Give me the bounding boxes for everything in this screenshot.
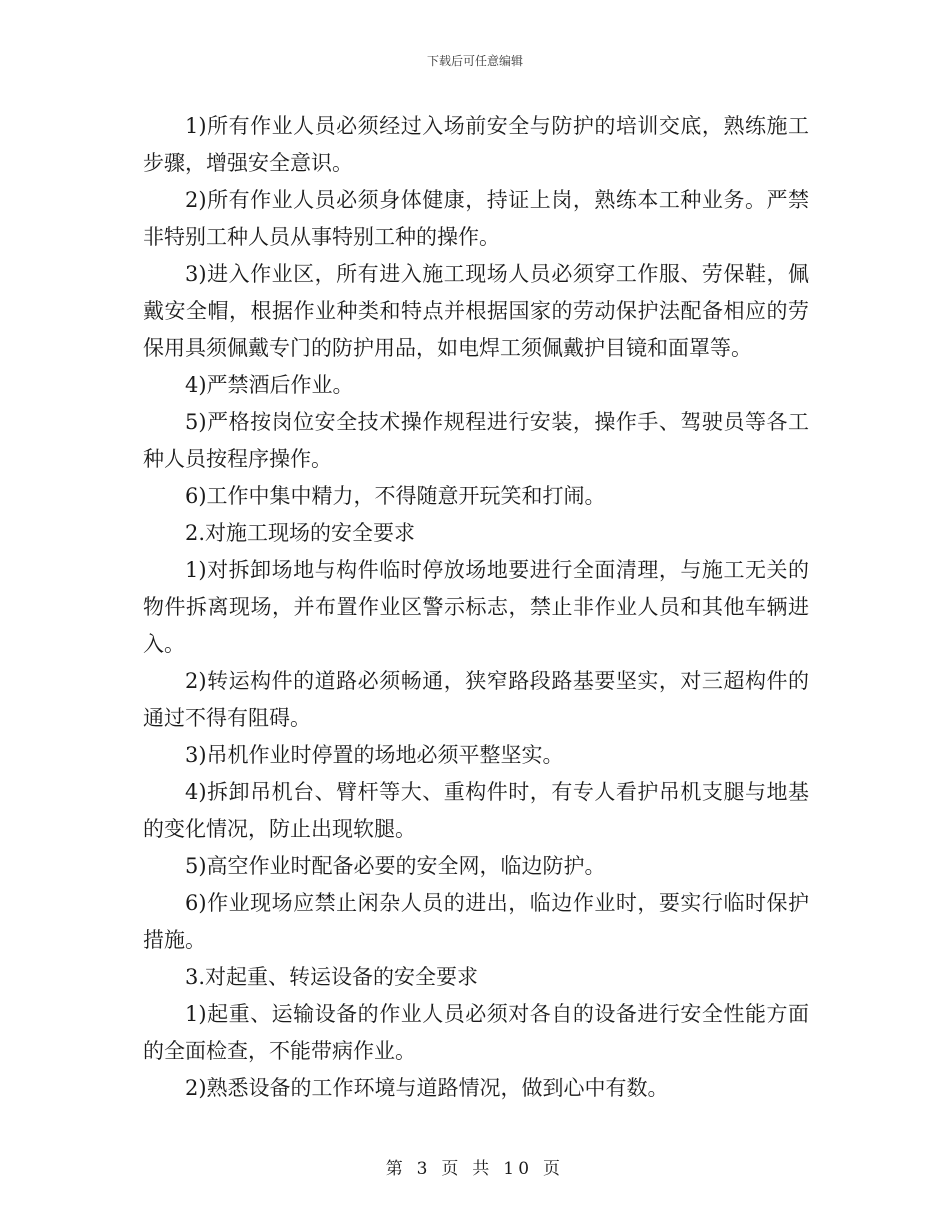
paragraph: 2)转运构件的道路必须畅通，狭窄路段路基要坚实，对三超构件的通过不得有阻碍。 <box>143 669 809 730</box>
page-number: 第 3 页 共 10 页 <box>385 1159 565 1179</box>
paragraph: 4)严禁酒后作业。 <box>185 373 354 397</box>
paragraph: 1)起重、运输设备的作业人员必须对各自的设备进行安全性能方面的全面检查，不能带病作业。 <box>143 1002 809 1063</box>
paragraph: 2)所有作业人员必须身体健康，持证上岗，熟练本工种业务。严禁非特别工种人员从事特别工种的操作。 <box>143 188 809 249</box>
paragraph: 3)进入作业区，所有进入施工现场人员必须穿工作服、劳保鞋，佩戴安全帽，根据作业种类和特点并根据国家的劳动保护法配备相应的劳保用具须佩戴专门的防护用品，如电焊工须佩戴护目镜和面罩等。 <box>143 262 809 360</box>
document-body <box>143 108 809 1107</box>
paragraph: 5)严格按岗位安全技术操作规程进行安装，操作手、驾驶员等各工种人员按程序操作。 <box>143 410 809 471</box>
section-heading: 3.对起重、转运设备的安全要求 <box>185 965 479 989</box>
section-heading: 2.对施工现场的安全要求 <box>185 521 416 545</box>
paragraph: 6)工作中集中精力，不得随意开玩笑和打闹。 <box>185 484 606 508</box>
paragraph: 4)拆卸吊机台、臂杆等大、重构件时，有专人看护吊机支腿与地基的变化情况，防止出现软腿。 <box>143 780 809 841</box>
paragraph: 3)吊机作业时停置的场地必须平整坚实。 <box>185 743 564 767</box>
paragraph: 5)高空作业时配备必要的安全网，临边防护。 <box>185 854 606 878</box>
paragraph: 1)所有作业人员必须经过入场前安全与防护的培训交底，熟练施工步骤，增强安全意识。 <box>143 114 809 175</box>
paragraph: 2)熟悉设备的工作环境与道路情况，做到心中有数。 <box>185 1076 669 1100</box>
page-header-note: 下载后可任意编辑 <box>426 54 523 68</box>
paragraph: 1)对拆卸场地与构件临时停放场地要进行全面清理，与施工无关的物件拆离现场，并布置作业区警示标志，禁止非作业人员和其他车辆进入。 <box>143 558 809 656</box>
paragraph: 6)作业现场应禁止闲杂人员的进出，临边作业时，要实行临时保护措施。 <box>143 891 809 952</box>
